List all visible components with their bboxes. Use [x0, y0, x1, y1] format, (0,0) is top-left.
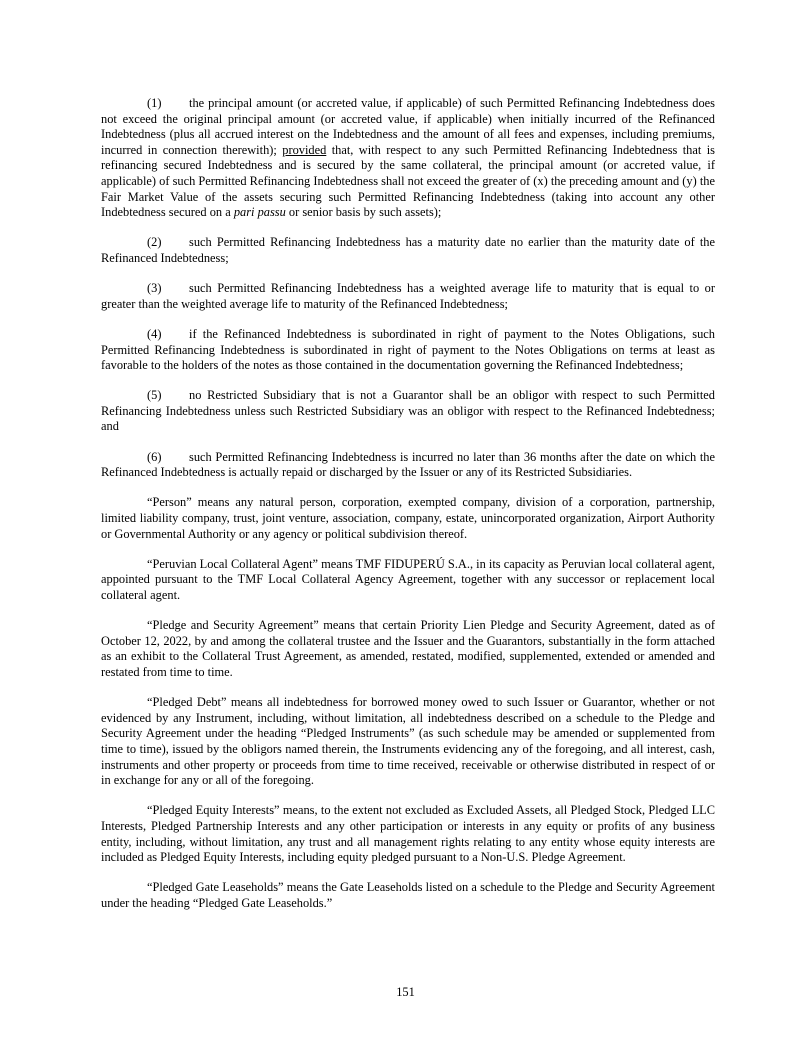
clause-number: (1) [147, 96, 162, 110]
clause-item-4 [101, 327, 715, 374]
clause-item-5 [101, 388, 715, 435]
clause-item-2 [101, 235, 715, 266]
clause-text: no Restricted Subsidiary that is not a Guarantor shall be an obligor with respect to such Permitted Refinancing Indebtedness unless such Restricted Subsidiary was an obligor with respect to the Refinanced Indebtedness; and [101, 388, 715, 434]
definition-peruvian-local-collateral-agent: “Peruvian Local Collateral Agent” means TMF FIDUPERÚ S.A., in its capacity as Peruvian local collateral agent, appointed pursuant to the TMF Local Collateral Agency Agreement, together with any successor or replacement local collateral agent. [101, 556, 715, 602]
page-number: 151 [396, 985, 415, 999]
clause-italic-term: pari passu [233, 205, 286, 220]
definition-pledged-equity-interests: “Pledged Equity Interests” means, to the extent not excluded as Excluded Assets, all Pledged Stock, Pledged LLC Interests, Pledged Partnership Interests and any other participation or interests in any equity or profits of any business entity, including, without limitation, any trust and all management rights relating to any entity whose equity interests are included as Pledged Equity Interests, including equity pledged pursuant to a Non-U.S. Pledge Agreement. [101, 803, 715, 865]
document-page [101, 96, 715, 926]
definition-pledge-and-security-agreement: “Pledge and Security Agreement” means that certain Priority Lien Pledge and Security Agreement, dated as of October 12, 2022, by and among the collateral trustee and the Issuer and the Guarantors, substantially in the form attached as an exhibit to the Collateral Trust Agreement, as amended, restated, modified, supplemented, extended or amended and restated from time to time. [101, 618, 715, 679]
clause-text: such Permitted Refinancing Indebtedness has a maturity date no earlier than the maturity date of the Refinanced Indebtedness; [101, 235, 715, 265]
clause-number: (4) [147, 326, 162, 341]
definition-pledged-gate-leaseholds: “Pledged Gate Leaseholds” means the Gate Leaseholds listed on a schedule to the Pledge and Security Agreement under the heading “Pledged Gate Leaseholds.” [101, 880, 715, 910]
clause-emphasis-provided: provided [282, 142, 327, 157]
clause-text: if the Refinanced Indebtedness is subordinated in right of payment to the Notes Obligations, such Permitted Refinancing Indebtedness is subordinated in right of payment to the Notes Obligations on terms at least as favorable to the holders of the notes as those contained in the documentation governing the Refinanced Indebtedness; [101, 326, 715, 373]
definition-person: “Person” means any natural person, corporation, exempted company, division of a corporation, partnership, limited liability company, trust, joint venture, association, company, estate, unincorporated organization, Airport Authority or Governmental Authority or any agency or political subdivision thereof. [101, 495, 715, 541]
clause-number: (5) [147, 388, 162, 403]
clause-item-1 [101, 96, 715, 221]
clause-text: such Permitted Refinancing Indebtedness has a weighted average life to maturity that is equal to or greater than the weighted average life to maturity of the Refinanced Indebtedness; [101, 281, 715, 311]
clause-item-3 [101, 281, 715, 312]
clause-number: (6) [147, 449, 162, 464]
clause-item-6 [101, 450, 715, 481]
clause-text: that, with respect to any such Permitted Refinancing Indebtedness that is refinancing secured Indebtedness and is secured by the same collateral, the principal amount (or accreted value, if applicable) of such Permitted Refinancing Indebtedness shall not exceed the greater of (x) the preceding amount and (y) the Fair Market Value of the assets securing such Permitted Refinancing Indebtedness (taking into account any other Indebtedness secured on a [101, 142, 715, 220]
definition-pledged-debt: “Pledged Debt” means all indebtedness for borrowed money owed to such Issuer or Guarantor, whether or not evidenced by any Instrument, including, without limitation, all indebtedness described on a schedule to the Pledge and Security Agreement under the heading “Pledged Instruments” (as such schedule may be amended or supplemented from time to time), issued by the obligors named therein, the Instruments evidencing any of the foregoing, and all interest, cash, instruments and other property or proceeds from time to time received, receivable or otherwise distributed in respect of or in exchange for any or all of the foregoing. [101, 695, 715, 788]
clause-number: (2) [147, 235, 162, 250]
clause-text: such Permitted Refinancing Indebtedness is incurred no later than 36 months after the date on which the Refinanced Indebtedness is actually repaid or discharged by the Issuer or any of its Restricted Subsidiaries. [101, 449, 715, 480]
clause-text: the principal amount (or accreted value, if applicable) of such Permitted Refinancing Indebtedness does not exceed the original principal amount (or accreted value, if applicable) when initially incurred of the Refinanced Indebtedness (plus all accrued interest on the Indebtedness and the amount of all fees and expenses, including premiums, incurred in connection therewith); [101, 96, 715, 157]
clause-number: (3) [147, 281, 162, 296]
clause-text: or senior basis by such assets); [288, 205, 442, 220]
